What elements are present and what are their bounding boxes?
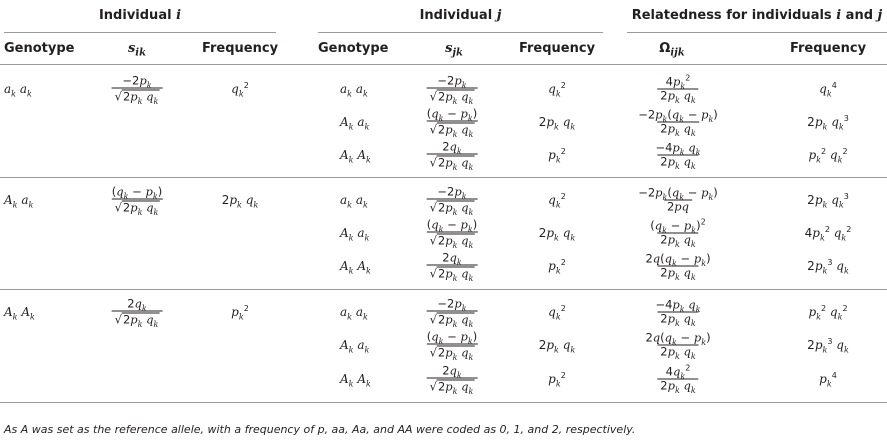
- frequency-rel-cell: $4p_k^2$ $q_k^2$: [804, 225, 852, 243]
- frequency-i-cell: $p_k^2$: [231, 304, 249, 322]
- column-header-omega-ijk: $\Omega_{ijk}$: [659, 41, 685, 59]
- s-jk-cell: $\frac{2q_k}{√2p_k q_k}$: [427, 365, 478, 394]
- genotype-j-cell: $A_k$ $A_k$: [340, 372, 371, 389]
- frequency-rel-cell: $2p_k$ $q_k^3$: [807, 192, 849, 210]
- genotype-i-cell: $a_k$ $a_k$: [4, 82, 32, 99]
- genotype-i-cell: $A_k$ $a_k$: [4, 193, 34, 210]
- s-jk-cell: $\frac{(q_k - p_k)}{√2p_k q_k}$: [426, 106, 478, 139]
- omega-ijk-cell: $\frac{-2p_k(q_k - p_k)}{2pq}$: [638, 185, 718, 214]
- frequency-j-cell: $p_k^2$: [548, 147, 566, 165]
- s-jk-cell: $\frac{-2p_k}{√2p_k q_k}$: [427, 75, 478, 104]
- frequency-j-cell: $q_k^2$: [548, 81, 566, 99]
- group-header-individual-j: Individual j: [419, 8, 502, 23]
- rule-block-1: [0, 177, 887, 178]
- genotype-i-cell: $A_k$ $A_k$: [4, 305, 35, 322]
- omega-ijk-cell: $\frac{-4p_k q_k}{2p_k q_k}$: [655, 140, 701, 171]
- frequency-rel-cell: $q_k^4$: [819, 81, 837, 99]
- omega-ijk-cell: $\frac{(q_k - p_k)^2}{2p_k q_k}$: [650, 217, 706, 249]
- rule-group-i: [4, 32, 276, 33]
- genotype-j-cell: $A_k$ $a_k$: [340, 115, 370, 132]
- omega-ijk-cell: $\frac{-2p_k(q_k - p_k)}{2p_k q_k}$: [638, 107, 718, 138]
- s-jk-cell: $\frac{(q_k - p_k)}{√2p_k q_k}$: [426, 217, 478, 250]
- frequency-j-cell: $p_k^2$: [548, 258, 566, 276]
- column-header-frequency-i: Frequency: [201, 41, 279, 56]
- frequency-rel-cell: $p_k^2$ $q_k^2$: [808, 147, 848, 165]
- rule-group-j: [318, 32, 603, 33]
- omega-ijk-cell: $\frac{-4p_k q_k}{2p_k q_k}$: [655, 297, 701, 328]
- s-jk-cell: $\frac{-2p_k}{√2p_k q_k}$: [427, 298, 478, 327]
- s-jk-cell: $\frac{(q_k - p_k)}{√2p_k q_k}$: [426, 329, 478, 362]
- column-header-s-ik: $s_{ik}$: [127, 41, 147, 59]
- genotype-j-cell: $A_k$ $a_k$: [340, 338, 370, 355]
- frequency-j-cell: $p_k^2$: [548, 371, 566, 389]
- rule-group-rel: [627, 32, 887, 33]
- frequency-rel-cell: $2p_k^3$ $q_k$: [807, 337, 849, 355]
- column-header-frequency-j: Frequency: [518, 41, 596, 56]
- column-header-genotype-j: Genotype: [318, 41, 389, 56]
- frequency-j-cell: $q_k^2$: [548, 192, 566, 210]
- rule-header-bottom: [0, 64, 887, 65]
- frequency-j-cell: $2p_k$ $q_k$: [538, 115, 576, 132]
- genotype-j-cell: $A_k$ $A_k$: [340, 148, 371, 165]
- frequency-rel-cell: $2p_k$ $q_k^3$: [807, 114, 849, 132]
- omega-ijk-cell: $\frac{4q_k^2}{2p_k q_k}$: [657, 366, 698, 393]
- column-header-s-jk: $s_{jk}$: [445, 41, 463, 59]
- rule-block-2: [0, 289, 887, 290]
- column-header-frequency-rel: Frequency: [789, 41, 867, 56]
- genotype-j-cell: $a_k$ $a_k$: [340, 82, 368, 99]
- table-footnote: As A was set as the reference allele, with a frequency of p, aa, Aa, and AA were coded as 0, 1, and 2, respectively.: [4, 423, 636, 436]
- frequency-rel-cell: $p_k^4$: [819, 371, 837, 389]
- frequency-i-cell: $2p_k$ $q_k$: [221, 193, 259, 210]
- s-jk-cell: $\frac{-2p_k}{√2p_k q_k}$: [427, 186, 478, 215]
- frequency-rel-cell: $2p_k^3$ $q_k$: [807, 258, 849, 276]
- s-ik-cell: $\frac{-2p_k}{√2p_k q_k}$: [112, 75, 163, 104]
- rule-table-bottom: [0, 402, 887, 403]
- s-jk-cell: $\frac{2q_k}{√2p_k q_k}$: [427, 252, 478, 281]
- omega-ijk-cell: $\frac{2q(q_k - p_k)}{2p_k q_k}$: [645, 330, 711, 361]
- omega-ijk-cell: $\frac{2q(q_k - p_k)}{2p_k q_k}$: [645, 251, 711, 282]
- frequency-rel-cell: $p_k^2$ $q_k^2$: [808, 304, 848, 322]
- omega-ijk-cell: $\frac{4p_k^2}{2p_k q_k}$: [657, 76, 698, 103]
- frequency-i-cell: $q_k^2$: [231, 81, 249, 99]
- genotype-j-cell: $a_k$ $a_k$: [340, 193, 368, 210]
- genotype-j-cell: $A_k$ $a_k$: [340, 226, 370, 243]
- column-header-genotype-i: Genotype: [4, 41, 75, 56]
- genotype-j-cell: $A_k$ $A_k$: [340, 259, 371, 276]
- group-header-relatedness: Relatedness for individuals i and j: [631, 8, 883, 23]
- s-ik-cell: $\frac{2q_k}{√2p_k q_k}$: [112, 298, 163, 327]
- s-ik-cell: $\frac{(q_k - p_k)}{√2p_k q_k}$: [111, 184, 163, 217]
- group-header-individual-i: Individual i: [98, 8, 182, 23]
- frequency-j-cell: $2p_k$ $q_k$: [538, 338, 576, 355]
- frequency-j-cell: $2p_k$ $q_k$: [538, 226, 576, 243]
- genotype-j-cell: $a_k$ $a_k$: [340, 305, 368, 322]
- frequency-j-cell: $q_k^2$: [548, 304, 566, 322]
- s-jk-cell: $\frac{2q_k}{√2p_k q_k}$: [427, 141, 478, 170]
